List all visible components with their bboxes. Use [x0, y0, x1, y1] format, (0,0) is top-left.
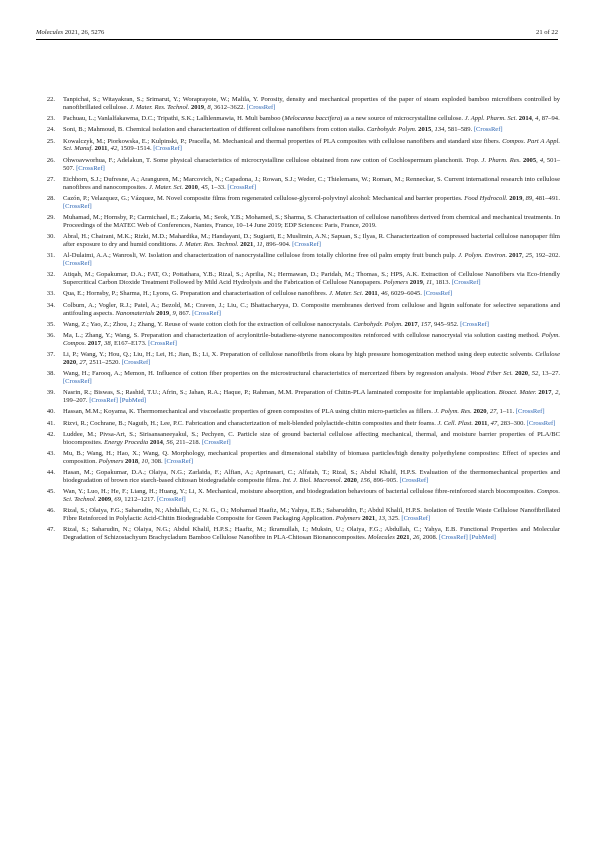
reference-text-part: 2014: [518, 115, 532, 123]
reference-number: 41.: [46, 419, 55, 427]
reference-text-part: 46: [380, 290, 388, 298]
reference-text-part: 27: [489, 408, 497, 416]
reference-text-part: , 501–507.: [63, 156, 560, 172]
reference-text: [63, 488, 560, 504]
reference-text: [63, 507, 560, 523]
header-rule: [36, 39, 558, 40]
reference-text-part: Polymers: [335, 515, 361, 523]
reference-item: [34, 507, 560, 523]
reference-text-part: ,: [356, 476, 361, 484]
reference-text-part: , 581–589.: [444, 126, 474, 134]
reference-number: 44.: [46, 468, 55, 476]
reference-text-part: Wang, Z.; Yao, Z.; Zhou, J.; Zhang, Y. Reuse of waste cotton cloth for the extraction of cellulose nanocrystals.: [63, 320, 354, 328]
reference-text-part: 45: [201, 183, 208, 191]
reference-item: [34, 431, 560, 447]
reference-text-part: Pachuau, L.; Vanlalfakawma, D.C.; Tripathi, S.K.; Lalhlenmawia, H. Muli bamboo (: [63, 115, 285, 123]
reference-text: [63, 96, 560, 112]
reference-text-part: 2020: [514, 370, 529, 378]
reference-text-part: ,: [111, 495, 115, 503]
crossref-link[interactable]: [CrossRef]: [63, 202, 92, 210]
reference-item: [34, 408, 560, 416]
reference-text-part: 26: [412, 534, 420, 542]
reference-text-part: ) as a new source of microcrystalline cellulose.: [340, 115, 465, 123]
reference-text-part: , 192–202.: [532, 252, 561, 260]
reference-item: [34, 302, 560, 318]
reference-text-part: 9: [172, 309, 176, 317]
reference-text-part: Eichhorn, S.J.; Dufresne, A.; Aranguren, M.; Marcovich, N.; Capadona, J.; Rowan, S.J.; Weder, C.; Thielemans, W.; Roman, M.; Renneckar, S. Current international research into cellulose nanofibres and nanocomposites.: [63, 175, 560, 191]
crossref-link[interactable]: [CrossRef]: [292, 240, 321, 248]
reference-text-part: ,: [253, 240, 257, 248]
reference-text-part: 2018: [125, 457, 139, 465]
reference-text: [63, 420, 560, 428]
reference-number: 26.: [46, 156, 55, 164]
reference-text-part: , 481–491.: [532, 194, 560, 202]
reference-text-part: ,: [528, 370, 532, 378]
reference-text-part: 2017: [508, 252, 523, 260]
reference-text-part: 27: [79, 358, 86, 366]
reference-text-part: 38: [104, 339, 111, 347]
page-number: 21 of 22: [536, 28, 558, 36]
reference-text: [63, 271, 560, 287]
reference-text-part: , 896–904.: [262, 240, 293, 248]
reference-text-part: Tanpichai, S.; Witayakran, S.; Srimarut, Y.; Woraprayote, W.; Malila, Y. Porosity, density and mechanical properties of the paper of steam exploded bamboo microfibers controlled by nanofibrillated cellulose.: [63, 96, 560, 111]
reference-text-part: ,: [522, 252, 526, 260]
reference-text-part: Kowalczyk, M.; Piorkowska, E.; Kulpinski, P.; Pracella, M. Mechanical and thermal properties of PLA composites with cellulose nanofibers and standard size fibers.: [63, 137, 503, 145]
reference-number: 35.: [46, 320, 55, 328]
reference-text-part: 2019: [509, 194, 523, 202]
reference-text-part: 2021: [396, 534, 410, 542]
reference-text-part: 2: [555, 389, 559, 397]
reference-text-part: ,: [375, 515, 379, 523]
reference-text-part: Rizal, S.; Saharudin, N.; Olaiya, N.G.; Abdul Khalil, H.P.S.; Haafiz, M.; Ikramullah, I.; Muksin, U.; Olaiya, F.G.; Abdullah, C.; Yahya, E.B. Functional Properties and Molecular Degradation of Schizostachyum Brachycladum Bamboo Cellulose Nanofibre in PLA-Chitosan Bionanocomposites.: [63, 526, 560, 542]
reference-text-part: ,: [431, 126, 435, 134]
reference-text-part: ,: [522, 194, 526, 202]
reference-item: [34, 488, 560, 504]
reference-text-part: Wang, H.; Farooq, A.; Memon, H. Influence of cotton fiber properties on the microstructural characteristics of mercerized fibers by regression analysis.: [63, 370, 470, 378]
reference-text: [63, 252, 560, 268]
reference-text-part: 2010: [184, 183, 198, 191]
reference-text-part: Energy Procedia: [104, 438, 149, 446]
reference-text-part: ,: [551, 389, 556, 397]
reference-text-part: 2011: [364, 290, 378, 298]
reference-text-part: 157: [420, 320, 431, 328]
journal-citation: [36, 29, 104, 36]
crossref-link[interactable]: [CrossRef]: [63, 378, 92, 386]
reference-text-part: ,: [377, 290, 381, 298]
crossref-link[interactable]: [CrossRef]: [89, 397, 118, 405]
reference-number: 42.: [46, 430, 55, 438]
reference-text-part: , 1813.: [432, 279, 452, 287]
reference-text-part: 2020: [343, 476, 357, 484]
reference-text-part: 134: [434, 126, 445, 134]
reference-text-part: ,: [486, 408, 490, 416]
reference-text-part: Int. J. Biol. Macromol.: [282, 476, 343, 484]
reference-text-part: 89: [525, 194, 533, 202]
reference-text-part: , 2511–2520.: [85, 358, 122, 366]
crossref-link[interactable]: [CrossRef]: [399, 476, 429, 484]
reference-text-part: Wood Fiber Sci.: [469, 370, 513, 378]
reference-text-part: Wan, Y.; Luo, H.; He, F.; Liang, H.; Huang, Y.; Li, X. Mechanical, moisture absorption, and biodegradation behaviours of bacterial cellulose fibre-reinforced starch biocomposites.: [63, 488, 537, 496]
reference-text-part: Abral, H.; Chairani, M.K.; Rizki, M.D.; Mahardika, M.; Handayani, D.; Sugiarti, E.; Muslimin, A.N.; Sapuan, S.; Ilyas, R. Characterization of compressed bacterial cellulose nanopaper film after exposure to dry and humid conditions.: [63, 233, 560, 248]
reference-text-part: Compos. Part A Appl. Sci. Manuf.: [63, 137, 561, 153]
reference-text-part: ,: [204, 103, 208, 111]
reference-text-part: 2019: [409, 279, 423, 287]
reference-text: [63, 126, 560, 134]
reference-text-part: , 6029–6045.: [387, 290, 424, 298]
crossref-link[interactable]: [CrossRef]: [423, 290, 453, 298]
reference-text: [63, 469, 560, 485]
reference-text-part: J. Polym. Environ.: [458, 252, 508, 260]
reference-text-part: Atiqah, M.; Gopakumar, D.A.; FAT, O.; Pottathara, Y.B.; Rizal, S.; Aprilia, N.; Hermawan, D.; Paridah, M.; Thomas, S.; HPS, A.K. Extraction of Cellulose Nanofibers via Eco-friendly Supercritical Carbon Dioxide Treatment Followed by Mild Acid Hydrolysis and the Fabrication of Cellulose Nanopapers.: [63, 271, 560, 287]
reference-text-part: 56: [166, 438, 173, 446]
reference-text-part: , 1212–1217.: [120, 495, 157, 503]
crossref-link[interactable]: [CrossRef]: [401, 515, 431, 523]
reference-text-part: , 896–905.: [370, 476, 400, 484]
reference-text-part: Nanomaterials: [115, 309, 155, 317]
reference-item: [34, 370, 560, 386]
reference-text-part: ,: [417, 320, 421, 328]
reference-text-part: Rizvi, R.; Cochrane, B.; Naguib, H.; Lee, P.C. Fabrication and characterization of melt-blended polylactide-chitin composites and their foams.: [63, 419, 438, 427]
reference-text-part: 2020: [473, 408, 487, 416]
reference-item: [34, 420, 560, 428]
reference-text-part: 2017: [87, 339, 101, 347]
reference-text: [63, 389, 560, 405]
reference-text-part: J. Appl. Pharm. Sci.: [464, 115, 518, 123]
reference-text-part: Food Hydrocoll.: [464, 194, 508, 202]
reference-text-part: , 13–27.: [538, 370, 561, 378]
reference-number: 25.: [46, 137, 55, 145]
reference-text: [63, 115, 560, 123]
reference-number: 38.: [46, 370, 55, 378]
running-header: [36, 27, 558, 37]
reference-text-part: Polym. Compos.: [63, 331, 560, 347]
reference-text-part: , E167–E173.: [110, 339, 149, 347]
reference-item: [34, 115, 560, 123]
reference-text-part: J. Mater. Sci.: [148, 183, 184, 191]
reference-text-part: ,: [100, 339, 105, 347]
reference-text-part: J. Mater. Res. Technol.: [129, 103, 190, 111]
crossref-link[interactable]: [CrossRef]: [246, 103, 276, 111]
crossref-link[interactable]: [CrossRef]: [148, 339, 177, 347]
reference-text-part: 52: [531, 370, 539, 378]
reference-text-part: 2021: [240, 240, 254, 248]
reference-text-part: 2011: [474, 419, 488, 427]
reference-text-part: , 87–94.: [538, 115, 560, 123]
reference-text-part: 2017: [404, 320, 418, 328]
reference-item: [34, 176, 560, 192]
reference-text-part: Muhamad, M.; Hornsby, P.; Carmichael, E.; Zakaria, M.; Seok, Y.B.; Mohamed, S.; Sharma, S. Characterisation of cellulose nanofibres derived from chemical and mechanical treatments. In Proceedings of the MATEC Web of Conferences, Nantes, France, 10–14 June 2019; EDP Sciences: Paris, France, 2019.: [63, 213, 560, 229]
reference-text-part: Polymers: [98, 457, 124, 465]
reference-item: [34, 450, 560, 466]
reference-text-part: , 945–952.: [430, 320, 461, 328]
reference-text-part: Al-Dulaimi, A.A.; Wanrosli, W. Isolation and characterization of nanocrystalline cellulose from totally chlorine free oil palm empty fruit bunch pulp.: [63, 252, 459, 260]
reference-item: [34, 351, 560, 367]
reference-text: [63, 157, 560, 173]
reference-text-part: 11: [256, 240, 263, 248]
reference-number: 45.: [46, 488, 55, 496]
reference-number: 47.: [46, 526, 55, 534]
reference-item: [34, 126, 560, 134]
reference-text-part: Nasrin, R.; Biswas, S.; Rashid, T.U.; Afrin, S.; Jahan, R.A.; Haque, P.; Rahman, M.M. Preparation of Chitin-PLA laminated composite for implantable application.: [63, 389, 499, 397]
reference-text: [63, 332, 560, 348]
volume-info: 2021, 26, 5276: [63, 28, 105, 36]
reference-number: 27.: [46, 175, 55, 183]
reference-text-part: , 1509–1514.: [117, 145, 154, 153]
reference-number: 37.: [46, 351, 55, 359]
pubmed-link[interactable]: [PubMed]: [119, 397, 147, 405]
reference-item: [34, 469, 560, 485]
reference-text: [63, 321, 560, 329]
reference-number: 40.: [46, 408, 55, 416]
reference-text-part: Bioact. Mater.: [498, 389, 537, 397]
reference-text-part: 2015: [418, 126, 432, 134]
reference-item: [34, 138, 560, 154]
crossref-link[interactable]: [CrossRef]: [121, 358, 151, 366]
reference-text-part: Ma, L.; Zhang, Y.; Wang, S. Preparation and characterization of acrylonitrile-butadiene-styrene nanocomposites reinforced with cellulose nanocrystal via solution casting method.: [63, 331, 542, 339]
reference-text-part: , 1–33.: [207, 183, 228, 191]
reference-text: [63, 450, 560, 466]
reference-number: 33.: [46, 290, 55, 298]
reference-item: [34, 157, 560, 173]
reference-text-part: J. Polym. Res.: [434, 408, 472, 416]
crossref-link[interactable]: [CrossRef]: [473, 126, 503, 134]
reference-text-part: Ohwoavworhua, F.; Adelakun, T. Some physical characteristics of microcrystalline cellulose obtained from raw cotton of Cochlospermum planchonii.: [63, 156, 466, 164]
reference-number: 23.: [46, 115, 55, 123]
reference-text-part: Carbohydr. Polym.: [366, 126, 417, 134]
reference-text-part: Cazón, P.; Velazquez, G.; Vázquez, M. Novel composite films from regenerated cellulose-glycerol-polyvinyl alcohol: Mechanical and barrier properties.: [63, 194, 465, 202]
reference-item: [34, 526, 560, 542]
pubmed-link[interactable]: [PubMed]: [469, 534, 496, 542]
reference-text: [63, 233, 560, 249]
reference-text-part: ,: [531, 115, 536, 123]
reference-item: [34, 290, 560, 298]
reference-item: [34, 195, 560, 211]
reference-item: [34, 214, 560, 230]
crossref-link[interactable]: [CrossRef]: [192, 309, 221, 317]
reference-number: 22.: [46, 96, 55, 103]
reference-text-part: ,: [422, 279, 427, 287]
reference-text-part: Compos. Sci. Technol.: [63, 488, 560, 503]
crossref-link[interactable]: [CrossRef]: [526, 419, 556, 427]
crossref-link[interactable]: [CrossRef]: [515, 408, 545, 416]
reference-text-part: Hassan, M.M.; Koyama, K. Thermomechanical and viscoelastic properties of green composites of PLA using chitin micro-particles as fillers.: [63, 408, 435, 416]
reference-number: 43.: [46, 449, 55, 457]
crossref-link[interactable]: [CrossRef]: [156, 495, 186, 503]
reference-text-part: Cellulose: [535, 351, 560, 359]
crossref-link[interactable]: [CrossRef]: [451, 279, 481, 287]
reference-text: [63, 195, 560, 211]
reference-number: 30.: [46, 233, 55, 241]
reference-number: 32.: [46, 271, 55, 279]
reference-text-part: ,: [409, 534, 413, 542]
reference-item: [34, 321, 560, 329]
reference-list: [34, 96, 560, 545]
reference-item: [34, 271, 560, 287]
reference-text-part: Luddee, M.; Pivsa-Art, S.; Sirisansaneeyakul, S.; Pechyen, C. Particle size of ground bacterial cellulose affecting mechanical, thermal, and moisture barrier properties of PLA/BC biocomposites.: [63, 430, 560, 446]
reference-text-part: , 199–207.: [63, 389, 560, 405]
reference-text-part: 4: [535, 115, 539, 123]
reference-text-part: Soni, B.; Mahmoud, B. Chemical isolation and characterization of different cellulose nanofibers from cotton stalks.: [63, 126, 367, 134]
reference-text-part: ,: [487, 419, 491, 427]
reference-item: [34, 233, 560, 249]
reference-text-part: 2017: [538, 389, 552, 397]
reference-text-part: Li, P.; Wang, Y.; Hou, Q.; Liu, H.; Lei, H.; Jian, B.; Li, X. Preparation of cellulose nanofibrils from okara by high pressure homogenization method using deep eutectic solvents.: [63, 351, 536, 359]
reference-text-part: 2019: [190, 103, 205, 111]
reference-text: [63, 214, 560, 230]
reference-text-part: ,: [197, 183, 202, 191]
reference-text-part: , 325.: [385, 515, 402, 523]
reference-text-part: ,: [169, 309, 173, 317]
reference-text-part: Hasan, M.; Gopakumar, D.A.; Olaiya, N.G.; Zarlaida, F.; Alfian, A.; Aprinasari, C.; Alfatah, T.; Rizal, S.; Abdul Khalil, H.P.S. Evaluation of the thermomechanical properties and biodegradation of brown rice starch-based chitosan biodegradable composite films.: [63, 468, 560, 484]
reference-text-part: ,: [107, 145, 111, 153]
reference-text-part: 2021: [362, 515, 376, 523]
reference-text-part: 42: [110, 145, 118, 153]
reference-text-part: 69: [114, 495, 121, 503]
reference-item: [34, 332, 560, 348]
reference-text-part: 2020: [63, 358, 77, 366]
reference-text-part: 2019: [156, 309, 170, 317]
reference-text-part: 156: [360, 476, 371, 484]
reference-text-part: Melocanna baccifera: [284, 115, 341, 123]
reference-text-part: , 3612–3622.: [210, 103, 247, 111]
reference-text-part: , 211–218.: [172, 438, 202, 446]
reference-text-part: , 2008.: [419, 534, 440, 542]
crossref-link[interactable]: [CrossRef]: [63, 260, 92, 268]
reference-text-part: , 308.: [147, 457, 165, 465]
reference-text-part: ,: [162, 438, 167, 446]
reference-text-part: 25: [525, 252, 533, 260]
reference-item: [34, 96, 560, 112]
reference-text: [63, 138, 560, 154]
reference-text-part: ,: [138, 457, 142, 465]
reference-text-part: Carbohydr. Polym.: [353, 320, 403, 328]
reference-text-part: Mu, B.; Wang, H.; Hao, X.; Wang, Q. Morphology, mechanical properties and dimensional stability of biomass particles/high density polyethylene composites: Effect of species and composition.: [63, 449, 560, 465]
reference-text-part: , 283–300.: [497, 419, 527, 427]
reference-text-part: ,: [536, 156, 540, 164]
reference-text-part: J. Mater. Res. Technol.: [179, 240, 239, 248]
reference-number: 39.: [46, 389, 55, 397]
crossref-link[interactable]: [CrossRef]: [153, 145, 182, 153]
reference-text-part: 47: [490, 419, 498, 427]
reference-number: 36.: [46, 331, 55, 339]
reference-number: 24.: [46, 126, 55, 134]
crossref-link[interactable]: [CrossRef]: [439, 534, 468, 542]
reference-text-part: Polymers: [383, 279, 409, 287]
reference-text: [63, 302, 560, 318]
reference-item: [34, 389, 560, 405]
reference-text-part: J. Mater. Sci.: [328, 290, 364, 298]
reference-text-part: 2014: [149, 438, 163, 446]
crossref-link[interactable]: [CrossRef]: [460, 320, 489, 328]
crossref-link[interactable]: [CrossRef]: [76, 164, 105, 172]
reference-text: [63, 290, 560, 298]
reference-text-part: 10: [141, 457, 148, 465]
reference-text: [63, 176, 560, 192]
reference-text-part: Trop. J. Pharm. Res.: [465, 156, 521, 164]
reference-number: 31.: [46, 252, 55, 260]
reference-text-part: , 867.: [175, 309, 193, 317]
reference-text-part: Colburn, A.; Vogler, R.J.; Patel, A.; Bezold, M.; Craven, J.; Liu, C.; Bhattacharyya, D. Composite membranes derived from cellulose and lignin sulfonate for selective separations and antifouling aspects.: [63, 301, 560, 317]
reference-text-part: Rizal, S.; Olaiya, F.G.; Saharudin, N.; Abdullah, C.; N. G., O.; Mohamad Haafiz, M.; Yahya, E.B.; Sabaruddin, F.; Abdul Khalil, H.P.S. Isolation of Textile Waste Cellulose Nanofibrillated Fibre Reinforced in Polylactic Acid-Chitin Biodegradable Composite for Green Packaging Application.: [63, 507, 560, 523]
reference-text-part: Molecules: [367, 534, 395, 542]
reference-text-part: Qua, E.; Hornsby, P.; Sharma, H.; Lyons, G. Preparation and characterisation of cellulose nanofibres.: [63, 290, 329, 298]
reference-text-part: 4: [539, 156, 544, 164]
journal-name: Molecules: [36, 28, 64, 36]
reference-text-part: , 1–11.: [496, 408, 516, 416]
reference-text-part: ,: [76, 358, 80, 366]
reference-number: 28.: [46, 194, 55, 202]
reference-text: [63, 526, 560, 542]
reference-text: [63, 431, 560, 447]
reference-item: [34, 252, 560, 268]
reference-number: 34.: [46, 301, 55, 309]
reference-text: [63, 408, 560, 416]
reference-number: 46.: [46, 507, 55, 515]
crossref-link[interactable]: [CrossRef]: [164, 457, 194, 465]
reference-number: 29.: [46, 213, 55, 221]
reference-text: [63, 351, 560, 367]
reference-text: [63, 370, 560, 386]
reference-text-part: 8: [207, 103, 211, 111]
reference-text-part: 2009: [98, 495, 112, 503]
reference-text-part: J. Cell. Plast.: [437, 419, 473, 427]
reference-text-part: 2011: [94, 145, 108, 153]
reference-text-part: 2005: [523, 156, 537, 164]
reference-text-part: 13: [378, 515, 386, 523]
crossref-link[interactable]: [CrossRef]: [227, 183, 257, 191]
crossref-link[interactable]: [CrossRef]: [201, 438, 231, 446]
reference-text-part: 11: [426, 279, 433, 287]
